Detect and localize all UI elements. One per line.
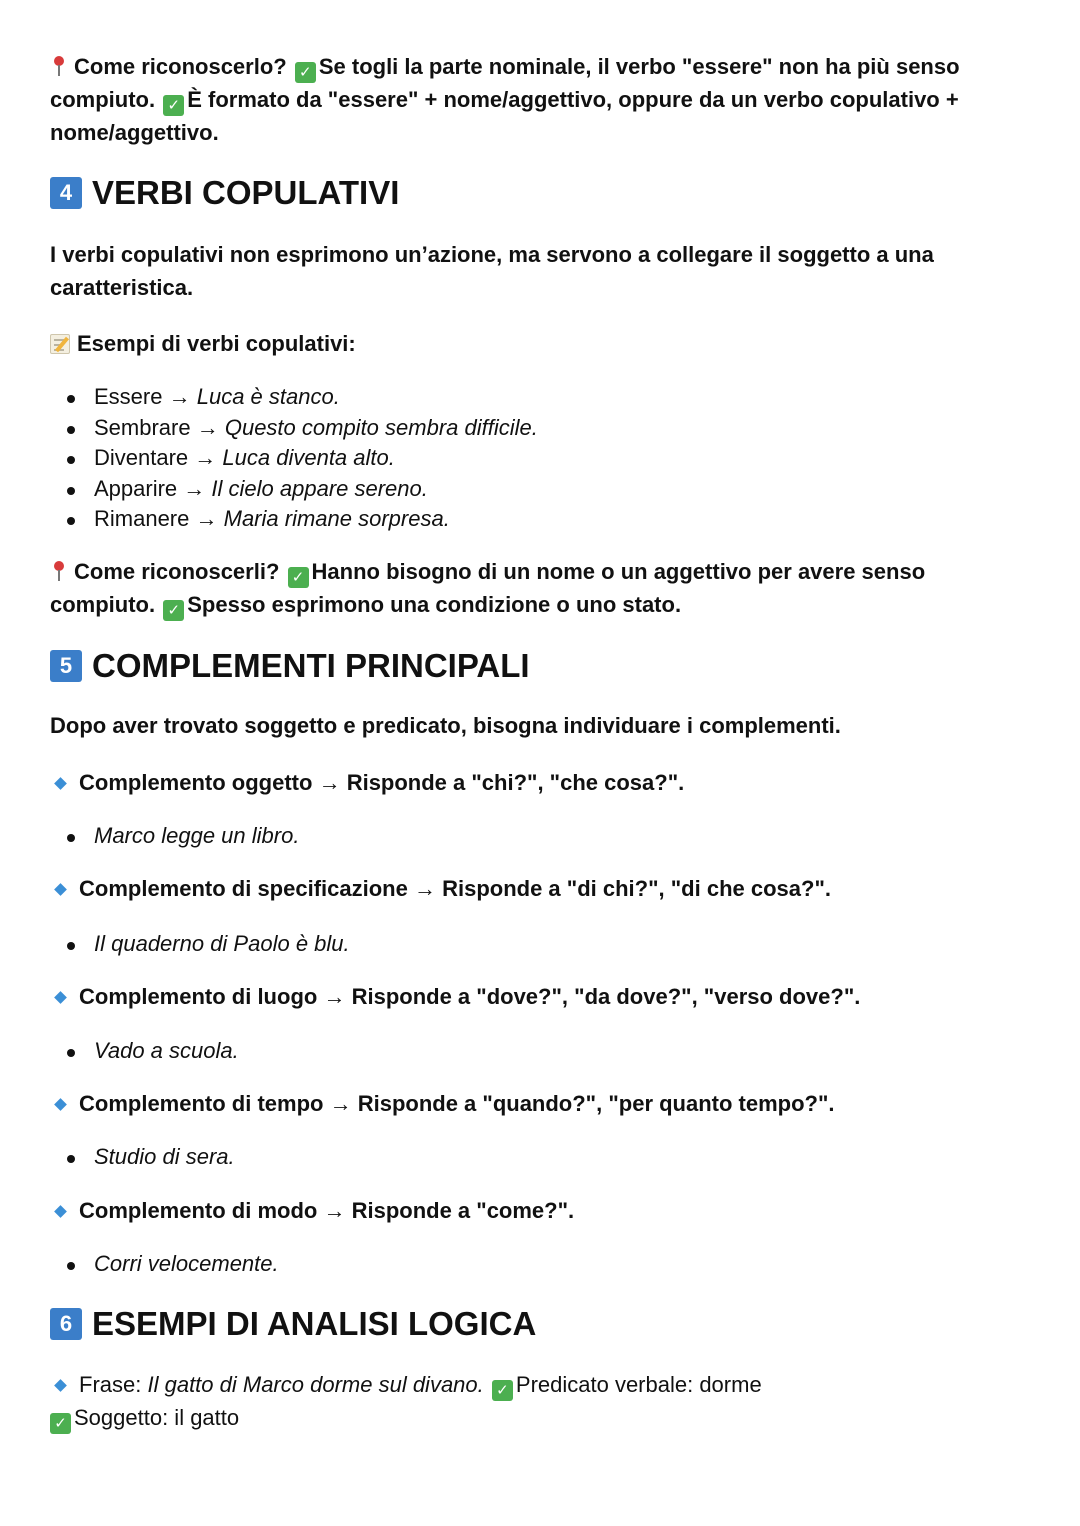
list-item: Corri velocemente. bbox=[50, 1249, 1030, 1280]
arrow-icon: → bbox=[183, 475, 206, 501]
section-number-badge: 5 bbox=[50, 650, 82, 682]
verb: Rimanere bbox=[94, 506, 190, 531]
copulative-verbs-list bbox=[50, 382, 1030, 535]
intro-statement-1: Se togli la parte nominale, il verbo "essere" non ha più senso compiuto. bbox=[50, 54, 960, 112]
recognize-statement-1: Hanno bisogno di un nome o un aggettivo per avere senso compiuto. bbox=[50, 559, 926, 617]
complement-example-list bbox=[50, 1249, 1030, 1280]
intro-recognize-paragraph bbox=[50, 50, 1030, 149]
list-item bbox=[50, 413, 1030, 444]
verb: Essere bbox=[94, 384, 163, 409]
section-4-description: I verbi copulativi non esprimono un’azione, ma servono a collegare il soggetto a una caratteristica. bbox=[50, 242, 934, 300]
list-item bbox=[50, 443, 1030, 474]
section-number-badge: 6 bbox=[50, 1308, 82, 1340]
memo-icon bbox=[50, 334, 70, 354]
complement-heading bbox=[50, 1194, 1030, 1227]
verb: Sembrare bbox=[94, 414, 191, 440]
list-item: Studio di sera. bbox=[50, 1142, 1030, 1173]
examples-title bbox=[50, 327, 1030, 360]
complement-rule: Risponde a "di chi?", "di che cosa?". bbox=[442, 876, 831, 901]
section-6-heading bbox=[50, 1304, 1030, 1344]
sentence-label: Frase: bbox=[79, 1372, 142, 1397]
complement-example-list bbox=[50, 929, 1030, 960]
complement-name: Complemento di luogo bbox=[79, 984, 318, 1009]
section-4-recognize-paragraph bbox=[50, 555, 1030, 621]
check-icon: ✓ bbox=[163, 95, 184, 116]
check-icon: ✓ bbox=[492, 1380, 513, 1401]
check-icon: ✓ bbox=[50, 1413, 71, 1434]
arrow-icon: → bbox=[195, 506, 218, 531]
verb: Apparire bbox=[94, 475, 178, 501]
example-sentence: Luca è stanco. bbox=[196, 384, 340, 409]
section-5-heading bbox=[50, 646, 1030, 686]
blue-diamond-icon bbox=[54, 991, 67, 1004]
section-5-description: Dopo aver trovato soggetto e predicato, bisogna individuare i complementi. bbox=[50, 713, 841, 738]
complement-heading bbox=[50, 980, 1030, 1013]
verb: Diventare bbox=[94, 445, 189, 470]
arrow-icon: → bbox=[323, 1198, 346, 1223]
blue-diamond-icon bbox=[54, 883, 67, 896]
complement-heading bbox=[50, 1087, 1030, 1120]
complement-rule: Risponde a "come?". bbox=[351, 1198, 575, 1223]
subject-text: Soggetto: il gatto bbox=[74, 1405, 240, 1430]
check-icon: ✓ bbox=[295, 62, 316, 83]
arrow-icon: → bbox=[194, 445, 217, 470]
complement-name: Complemento di modo bbox=[79, 1198, 318, 1223]
example-sentence: Il cielo appare sereno. bbox=[211, 475, 428, 501]
complement-example-list bbox=[50, 1142, 1030, 1173]
complement-name: Complemento oggetto bbox=[79, 770, 313, 795]
list-item: Il quaderno di Paolo è blu. bbox=[50, 929, 1030, 960]
predicate-text: Predicato verbale: dorme bbox=[515, 1372, 762, 1397]
list-item bbox=[50, 504, 1030, 535]
complement-rule: Risponde a "quando?", "per quanto tempo?". bbox=[357, 1091, 835, 1116]
list-item: Marco legge un libro. bbox=[50, 821, 1030, 852]
arrow-icon: → bbox=[323, 984, 346, 1009]
example-sentence: Il gatto di Marco dorme sul divano. bbox=[147, 1372, 484, 1397]
arrow-icon: → bbox=[318, 770, 341, 795]
recognize-question: Come riconoscerli? bbox=[74, 559, 280, 584]
blue-diamond-icon bbox=[54, 1379, 67, 1392]
pushpin-icon bbox=[50, 55, 68, 77]
section-title: ESEMPI DI ANALISI LOGICA bbox=[92, 1305, 537, 1342]
arrow-icon: → bbox=[168, 384, 191, 409]
section-title: VERBI COPULATIVI bbox=[92, 174, 400, 211]
example-sentence: Luca diventa alto. bbox=[222, 445, 395, 470]
recognize-statement-2: Spesso esprimono una condizione o uno stato. bbox=[187, 592, 682, 617]
complement-example-list bbox=[50, 1036, 1030, 1067]
blue-diamond-icon bbox=[54, 777, 67, 790]
complement-heading bbox=[50, 872, 1030, 905]
blue-diamond-icon bbox=[54, 1098, 67, 1111]
list-item bbox=[50, 382, 1030, 413]
intro-statement-2: È formato da "essere" + nome/aggettivo, oppure da un verbo copulativo + nome/aggettivo. bbox=[50, 87, 959, 145]
analysis-example-paragraph bbox=[50, 1368, 1030, 1434]
complement-name: Complemento di specificazione bbox=[79, 876, 408, 901]
check-icon: ✓ bbox=[163, 600, 184, 621]
example-sentence: Questo compito sembra difficile. bbox=[224, 414, 538, 440]
complement-name: Complemento di tempo bbox=[79, 1091, 324, 1116]
arrow-icon: → bbox=[329, 1091, 352, 1116]
check-icon: ✓ bbox=[288, 567, 309, 588]
intro-question: Come riconoscerlo? bbox=[74, 54, 287, 79]
complement-example-list bbox=[50, 821, 1030, 852]
list-item: Vado a scuola. bbox=[50, 1036, 1030, 1067]
complement-rule: Risponde a "chi?", "che cosa?". bbox=[346, 770, 685, 795]
examples-title-text: Esempi di verbi copulativi: bbox=[77, 331, 356, 356]
blue-diamond-icon bbox=[54, 1205, 67, 1218]
section-title: COMPLEMENTI PRINCIPALI bbox=[92, 647, 530, 684]
arrow-icon: → bbox=[196, 414, 219, 440]
section-number-badge: 4 bbox=[50, 177, 82, 209]
complement-heading bbox=[50, 766, 1030, 799]
arrow-icon: → bbox=[413, 876, 436, 901]
example-sentence: Maria rimane sorpresa. bbox=[223, 506, 450, 531]
list-item bbox=[50, 474, 1030, 505]
section-4-heading bbox=[50, 173, 1030, 213]
pushpin-icon bbox=[50, 560, 68, 582]
complement-rule: Risponde a "dove?", "da dove?", "verso dove?". bbox=[351, 984, 861, 1009]
